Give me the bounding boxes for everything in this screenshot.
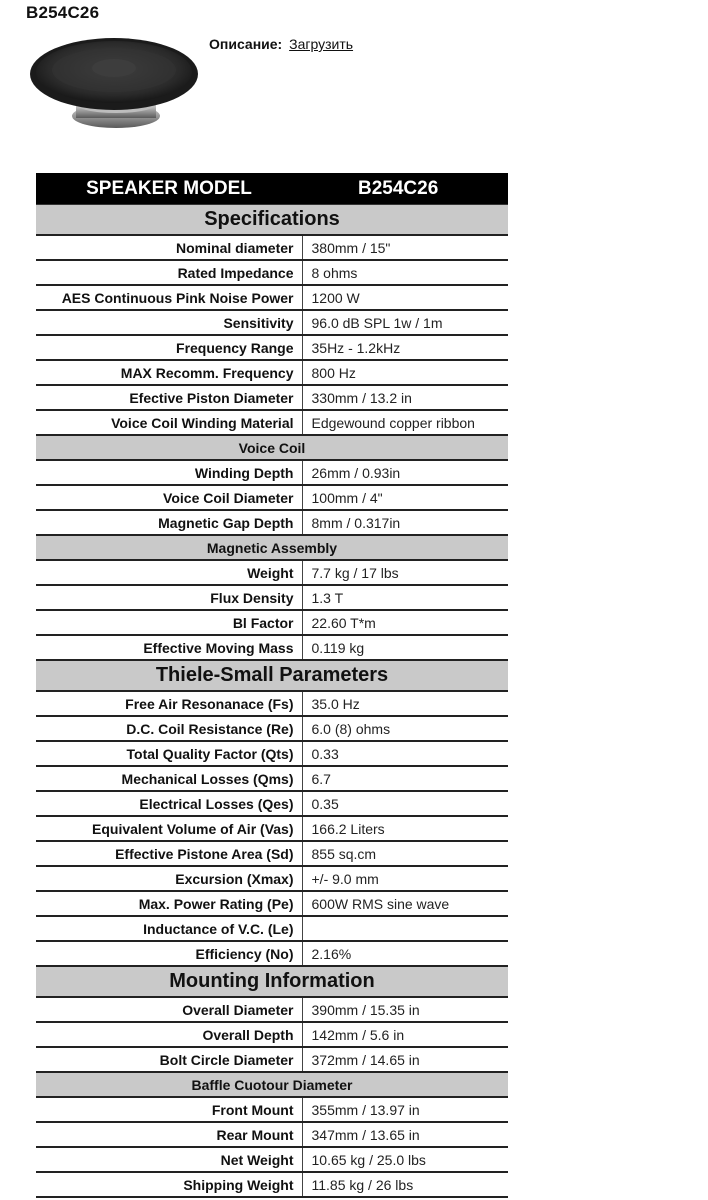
table-row [36,791,508,816]
spec-label: Front Mount [36,1097,302,1122]
spec-value: 35Hz - 1.2kHz [302,335,508,360]
spec-value: 330mm / 13.2 in [302,385,508,410]
spec-label: Effective Pistone Area (Sd) [36,841,302,866]
spec-label: Max. Power Rating (Pe) [36,891,302,916]
spec-label: Efective Piston Diameter [36,385,302,410]
table-row [36,1122,508,1147]
spec-value: 96.0 dB SPL 1w / 1m [302,310,508,335]
table-row [36,1147,508,1172]
table-row [36,235,508,260]
spec-value: 372mm / 14.65 in [302,1047,508,1072]
table-row [36,610,508,635]
spec-value: 166.2 Liters [302,816,508,841]
table-row [36,1047,508,1072]
section-title: Voice Coil [36,435,508,460]
spec-value: 800 Hz [302,360,508,385]
table-row [36,285,508,310]
table-row [36,560,508,585]
spec-label: Rear Mount [36,1122,302,1147]
table-row [36,510,508,535]
spec-label: Bl Factor [36,610,302,635]
spec-label: Flux Density [36,585,302,610]
product-title: B254C26 [26,3,100,22]
table-row [36,997,508,1022]
spec-label: Sensitivity [36,310,302,335]
spec-value: 347mm / 13.65 in [302,1122,508,1147]
spec-value: 1.3 T [302,585,508,610]
spec-label: Bolt Circle Diameter [36,1047,302,1072]
spec-value: 10.65 kg / 25.0 lbs [302,1147,508,1172]
spec-label: Equivalent Volume of Air (Vas) [36,816,302,841]
spec-label: D.C. Coil Resistance (Re) [36,716,302,741]
table-row [36,1022,508,1047]
spec-value: 855 sq.cm [302,841,508,866]
spec-value: 0.35 [302,791,508,816]
spec-label: Nominal diameter [36,235,302,260]
section-title: Thiele-Small Parameters [36,660,508,691]
table-row [36,766,508,791]
spec-value: 26mm / 0.93in [302,460,508,485]
table-row [36,841,508,866]
table-row [36,460,508,485]
description-label: Описание: [209,36,283,52]
spec-value: 100mm / 4" [302,485,508,510]
table-row [36,1172,508,1197]
spec-label: Winding Depth [36,460,302,485]
spec-value: 1200 W [302,285,508,310]
spec-value: 600W RMS sine wave [302,891,508,916]
table-header [36,173,508,205]
spec-value: 7.7 kg / 17 lbs [302,560,508,585]
section-header [36,660,508,691]
table-row [36,385,508,410]
speaker-image [28,34,202,134]
spec-label: Magnetic Gap Depth [36,510,302,535]
spec-label: Excursion (Xmax) [36,866,302,891]
spec-label: Voice Coil Winding Material [36,410,302,435]
spec-label: Voice Coil Diameter [36,485,302,510]
spec-value: 380mm / 15" [302,235,508,260]
spec-value: 11.85 kg / 26 lbs [302,1172,508,1197]
header-model-value: B254C26 [302,173,508,205]
spec-label: Frequency Range [36,335,302,360]
spec-value: 6.0 (8) ohms [302,716,508,741]
section-header [36,966,508,997]
spec-value: 0.119 kg [302,635,508,660]
table-row [36,410,508,435]
spec-value: 8mm / 0.317in [302,510,508,535]
spec-label: Overall Diameter [36,997,302,1022]
spec-value: 390mm / 15.35 in [302,997,508,1022]
section-title: Specifications [36,205,508,236]
table-row [36,916,508,941]
table-row [36,360,508,385]
spec-value: 2.16% [302,941,508,966]
table-row [36,635,508,660]
spec-value: 0.33 [302,741,508,766]
table-row [36,260,508,285]
spec-label: Mechanical Losses (Qms) [36,766,302,791]
spec-label: AES Continuous Pink Noise Power [36,285,302,310]
section-header [36,535,508,560]
table-row [36,1097,508,1122]
section-title: Mounting Information [36,966,508,997]
table-row [36,816,508,841]
spec-table [36,173,508,1198]
spec-value: 6.7 [302,766,508,791]
spec-value: Edgewound copper ribbon [302,410,508,435]
spec-label: Weight [36,560,302,585]
spec-label: Free Air Resonanace (Fs) [36,691,302,716]
spec-value: 22.60 T*m [302,610,508,635]
spec-value: 355mm / 13.97 in [302,1097,508,1122]
section-header [36,1072,508,1097]
table-row [36,310,508,335]
spec-label: Inductance of V.C. (Le) [36,916,302,941]
spec-value: 35.0 Hz [302,691,508,716]
table-row [36,585,508,610]
section-title: Magnetic Assembly [36,535,508,560]
spec-label: Shipping Weight [36,1172,302,1197]
table-row [36,891,508,916]
header-model-label: SPEAKER MODEL [36,173,302,205]
spec-label: Electrical Losses (Qes) [36,791,302,816]
table-row [36,866,508,891]
spec-label: MAX Recomm. Frequency [36,360,302,385]
table-row [36,716,508,741]
section-header [36,435,508,460]
description [209,36,353,52]
section-title: Baffle Cuotour Diameter [36,1072,508,1097]
table-row [36,485,508,510]
table-row [36,335,508,360]
spec-label: Overall Depth [36,1022,302,1047]
spec-value: +/- 9.0 mm [302,866,508,891]
table-row [36,941,508,966]
spec-value: 142mm / 5.6 in [302,1022,508,1047]
spec-label: Efficiency (No) [36,941,302,966]
spec-value [302,916,508,941]
download-link[interactable]: Загрузить [289,36,354,52]
spec-label: Total Quality Factor (Qts) [36,741,302,766]
spec-label: Net Weight [36,1147,302,1172]
spec-label: Rated Impedance [36,260,302,285]
table-row [36,741,508,766]
table-row [36,691,508,716]
spec-label: Effective Moving Mass [36,635,302,660]
section-header [36,205,508,236]
spec-value: 8 ohms [302,260,508,285]
